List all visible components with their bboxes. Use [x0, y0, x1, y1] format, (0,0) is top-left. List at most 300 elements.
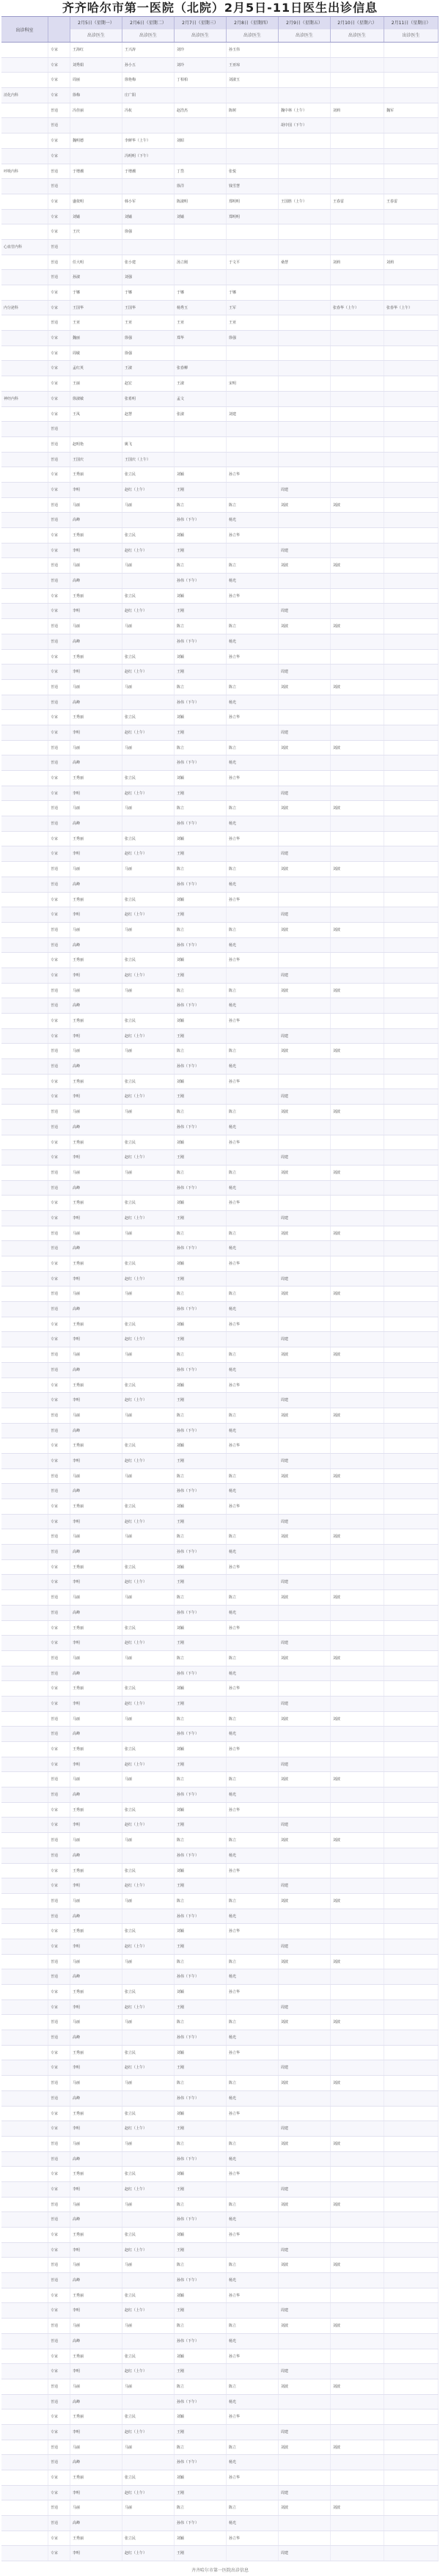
doctor-cell: 赵红（上午） — [122, 1454, 175, 1468]
header-dept: 出诊科室 — [1, 17, 48, 42]
doctor-cell: 李明 — [70, 2364, 122, 2379]
type-cell: 普通 — [48, 1105, 70, 1119]
doctor-cell: 刘波 — [279, 1408, 331, 1423]
doctor-cell — [279, 710, 331, 725]
doctor-cell: 周建 — [279, 2486, 331, 2500]
doctor-cell: 张立民 — [122, 893, 175, 907]
table-row — [1, 1727, 439, 1742]
doctor-cell: 陈立 — [175, 2500, 227, 2515]
doctor-cell: 马丽 — [122, 2015, 175, 2030]
doctor-cell — [122, 1424, 175, 1438]
table-row — [1, 1985, 439, 2000]
doctor-cell — [384, 2212, 439, 2227]
doctor-cell: 王刚 — [175, 1515, 227, 1529]
doctor-cell — [384, 2046, 439, 2060]
doctor-cell — [331, 710, 384, 725]
doctor-cell: 王秀丽 — [70, 2470, 122, 2485]
doctor-cell — [384, 801, 439, 816]
dept-cell — [1, 1545, 48, 1559]
dept-cell — [1, 2046, 48, 2060]
type-cell: 专家 — [48, 376, 70, 391]
doctor-cell — [279, 392, 331, 406]
doctor-cell: 赵红（上午） — [122, 968, 175, 983]
doctor-cell: 丁柏柏 — [175, 73, 227, 87]
doctor-cell — [227, 2121, 279, 2136]
doctor-cell — [331, 574, 384, 588]
doctor-cell — [384, 1681, 439, 1696]
doctor-cell: 孙立华 — [227, 1985, 279, 1999]
doctor-cell: 孙立华 — [227, 1196, 279, 1210]
doctor-cell — [227, 846, 279, 861]
doctor-cell — [331, 1985, 384, 1999]
doctor-cell: 王刚 — [175, 1575, 227, 1589]
doctor-cell: 陈立 — [227, 1529, 279, 1544]
doctor-cell: 赵红（上午） — [122, 1697, 175, 1711]
table-row — [1, 1803, 439, 1818]
doctor-cell: 庄广阳 — [122, 88, 175, 103]
doctor-cell — [384, 2015, 439, 2030]
table-row — [1, 574, 439, 589]
dept-cell — [1, 2409, 48, 2424]
doctor-cell: 孙伟（下午） — [175, 1788, 227, 1802]
type-cell: 专家 — [48, 2288, 70, 2303]
dept-cell — [1, 2288, 48, 2303]
doctor-cell: 刘波 — [279, 2440, 331, 2455]
doctor-cell: 杨光 — [227, 1241, 279, 1256]
doctor-cell: 于娜 — [70, 285, 122, 300]
doctor-cell: 孙伟（下午） — [175, 1969, 227, 1984]
doctor-cell — [331, 2531, 384, 2546]
type-cell: 专家 — [48, 1575, 70, 1589]
doctor-cell — [384, 2500, 439, 2515]
doctor-cell: 高峰 — [70, 1969, 122, 1984]
doctor-cell — [331, 1332, 384, 1347]
doctor-cell — [279, 467, 331, 482]
type-cell: 普通 — [48, 1712, 70, 1727]
type-cell: 专家 — [48, 832, 70, 846]
doctor-cell: 陈立 — [227, 2198, 279, 2212]
header-day: 2月7日（星期三） 出诊医生 — [175, 17, 227, 42]
doctor-cell — [384, 2334, 439, 2349]
doctor-cell: 马丽 — [122, 1347, 175, 1362]
doctor-cell: 高峰 — [70, 2395, 122, 2409]
header-day: 2月5日（星期一） 出诊医生 — [70, 17, 122, 42]
doctor-cell — [384, 2060, 439, 2075]
doctor-cell — [384, 984, 439, 998]
doctor-cell: 陈立 — [175, 2379, 227, 2394]
dept-cell — [1, 2273, 48, 2288]
dept-cell — [1, 604, 48, 618]
type-cell: 专家 — [48, 589, 70, 604]
type-cell: 普通 — [48, 1226, 70, 1241]
doctor-cell — [279, 1363, 331, 1377]
doctor-cell: 王刚 — [175, 786, 227, 801]
doctor-cell: 高峰 — [70, 634, 122, 649]
doctor-cell — [384, 407, 439, 422]
type-cell: 普通 — [48, 1545, 70, 1559]
doctor-cell: 姚飞 — [122, 437, 175, 452]
doctor-cell: 王刚 — [175, 544, 227, 558]
doctor-cell: 赵红（上午） — [122, 1939, 175, 1954]
doctor-cell: 马丽 — [70, 1105, 122, 1119]
dept-cell — [1, 1666, 48, 1681]
doctor-cell — [122, 240, 175, 255]
type-cell: 普通 — [48, 1606, 70, 1620]
doctor-cell — [331, 1606, 384, 1620]
doctor-cell — [384, 877, 439, 892]
doctor-cell: 周丽 — [70, 73, 122, 87]
doctor-cell — [227, 118, 279, 133]
doctor-cell: 刘波 — [279, 984, 331, 998]
table-row — [1, 2425, 439, 2440]
doctor-cell — [331, 2121, 384, 2136]
doctor-cell — [384, 483, 439, 497]
doctor-cell — [227, 2060, 279, 2075]
table-row — [1, 634, 439, 650]
doctor-cell: 刘波 — [279, 923, 331, 937]
doctor-cell — [122, 998, 175, 1013]
doctor-cell: 刘波 — [331, 2440, 384, 2455]
doctor-cell: 马丽 — [122, 1287, 175, 1301]
doctor-cell: 杨光 — [227, 1484, 279, 1499]
doctor-cell — [279, 589, 331, 604]
doctor-cell — [175, 224, 227, 239]
dept-cell — [1, 2060, 48, 2075]
doctor-cell — [384, 1969, 439, 1984]
doctor-cell — [279, 88, 331, 103]
type-cell: 专家 — [48, 1818, 70, 1832]
doctor-cell — [384, 1757, 439, 1772]
doctor-cell: 马丽 — [70, 2500, 122, 2515]
type-cell: 普通 — [48, 1833, 70, 1848]
table-row — [1, 2182, 439, 2198]
doctor-cell — [384, 2137, 439, 2151]
doctor-cell — [331, 1742, 384, 1757]
doctor-cell — [279, 832, 331, 846]
type-cell: 专家 — [48, 1985, 70, 1999]
doctor-cell — [384, 1909, 439, 1924]
doctor-cell: 高峰 — [70, 1666, 122, 1681]
dept-cell — [1, 801, 48, 816]
doctor-cell: 王秀丽 — [70, 2349, 122, 2364]
doctor-cell: 马丽 — [70, 558, 122, 573]
doctor-cell: 陈立 — [227, 558, 279, 573]
table-row — [1, 2319, 439, 2334]
doctor-cell: 刘波 — [279, 2379, 331, 2394]
type-cell: 普通 — [48, 558, 70, 573]
doctor-cell: 汤立刚 — [175, 255, 227, 270]
doctor-cell: 张春华（上午） — [331, 301, 384, 315]
doctor-cell: 高峰 — [70, 1059, 122, 1074]
doctor-cell — [227, 88, 279, 103]
doctor-cell: 王刚 — [175, 1636, 227, 1650]
doctor-cell: 胡中国（下午） — [279, 118, 331, 133]
doctor-cell — [331, 2455, 384, 2470]
doctor-cell — [384, 2167, 439, 2181]
doctor-cell — [331, 149, 384, 164]
doctor-cell: 王刚 — [175, 1393, 227, 1408]
doctor-cell — [384, 1044, 439, 1058]
dept-cell — [1, 2319, 48, 2333]
doctor-cell: 周建 — [279, 483, 331, 497]
doctor-cell — [331, 2349, 384, 2364]
dept-cell — [1, 1272, 48, 1287]
dept-cell — [1, 2000, 48, 2015]
doctor-cell — [122, 1848, 175, 1863]
doctor-cell: 孙立华 — [227, 893, 279, 907]
doctor-cell: 孙伟（下午） — [175, 513, 227, 527]
doctor-cell — [279, 2349, 331, 2364]
table-row — [1, 1788, 439, 1803]
doctor-cell — [384, 58, 439, 73]
doctor-cell: 周建 — [279, 725, 331, 740]
doctor-cell — [331, 1317, 384, 1332]
doctor-cell: 马丽 — [70, 984, 122, 998]
doctor-cell — [384, 665, 439, 679]
doctor-cell: 陈立 — [227, 1833, 279, 1848]
doctor-cell: 马丽 — [70, 1712, 122, 1727]
doctor-cell: 陈立 — [175, 801, 227, 816]
doctor-cell: 陈立 — [227, 1894, 279, 1909]
doctor-cell — [175, 346, 227, 361]
doctor-cell — [384, 1287, 439, 1301]
doctor-cell: 张立民 — [122, 1317, 175, 1332]
doctor-cell: 刘颖 — [175, 2531, 227, 2546]
doctor-cell: 孙立华 — [227, 2046, 279, 2060]
doctor-cell: 周建 — [279, 1332, 331, 1347]
dept-cell — [1, 1166, 48, 1180]
doctor-cell: 孙伟（下午） — [175, 634, 227, 649]
doctor-cell: 李明 — [70, 1150, 122, 1165]
type-cell: 普通 — [48, 923, 70, 937]
doctor-cell: 韩小军 — [122, 194, 175, 209]
doctor-cell: 张悦 — [227, 164, 279, 179]
doctor-cell: 马丽 — [70, 1287, 122, 1301]
table-row — [1, 1181, 439, 1196]
table-row — [1, 695, 439, 711]
doctor-cell — [279, 574, 331, 588]
dept-cell — [1, 953, 48, 967]
doctor-cell: 马丽 — [70, 1166, 122, 1180]
doctor-cell — [384, 1105, 439, 1119]
doctor-cell: 周建 — [279, 1393, 331, 1408]
doctor-cell: 马丽 — [70, 1408, 122, 1423]
doctor-cell: 孙伟（下午） — [175, 1606, 227, 1620]
doctor-cell: 马丽 — [122, 801, 175, 816]
doctor-cell: 孙立华 — [227, 1499, 279, 1514]
type-cell: 专家 — [48, 285, 70, 300]
doctor-cell — [384, 1606, 439, 1620]
table-row — [1, 331, 439, 346]
dept-cell — [1, 73, 48, 87]
doctor-cell: 周建 — [279, 1454, 331, 1468]
type-cell: 普通 — [48, 1788, 70, 1802]
table-row — [1, 1438, 439, 1454]
doctor-cell: 张希明 — [122, 392, 175, 406]
type-cell: 专家 — [48, 1211, 70, 1226]
table-row — [1, 58, 439, 73]
doctor-cell: 孙立华 — [227, 2107, 279, 2121]
doctor-cell: 刘颖 — [175, 1135, 227, 1150]
doctor-cell: 高峰 — [70, 2455, 122, 2470]
doctor-cell: 孙伟（下午） — [175, 1848, 227, 1863]
doctor-cell — [384, 1120, 439, 1135]
doctor-cell: 孙立华 — [227, 832, 279, 846]
doctor-cell: 刘波 — [331, 2076, 384, 2090]
dept-cell — [1, 1135, 48, 1150]
doctor-cell: 王亚 — [70, 315, 122, 330]
dept-cell — [1, 1575, 48, 1589]
table-row — [1, 2258, 439, 2273]
doctor-cell: 孙伟（下午） — [175, 2091, 227, 2106]
doctor-cell — [331, 528, 384, 543]
dept-cell — [1, 2167, 48, 2181]
doctor-cell — [279, 58, 331, 73]
doctor-cell — [122, 118, 175, 133]
doctor-cell — [279, 2531, 331, 2546]
type-cell: 专家 — [48, 893, 70, 907]
doctor-cell — [331, 755, 384, 770]
doctor-cell — [227, 2303, 279, 2318]
doctor-cell: 王秀丽 — [70, 1256, 122, 1271]
dept-cell — [1, 786, 48, 801]
doctor-cell — [227, 1332, 279, 1347]
type-cell: 专家 — [48, 392, 70, 406]
table-row — [1, 1075, 439, 1090]
dept-cell — [1, 453, 48, 467]
table-row — [1, 1014, 439, 1029]
doctor-cell: 杨光 — [227, 816, 279, 831]
doctor-cell: 高峰 — [70, 2152, 122, 2167]
type-cell: 专家 — [48, 786, 70, 801]
doctor-cell: 于娜 — [175, 285, 227, 300]
doctor-cell: 李明 — [70, 1636, 122, 1650]
doctor-cell — [331, 968, 384, 983]
doctor-cell: 宋明 — [227, 376, 279, 391]
doctor-cell — [331, 453, 384, 467]
doctor-cell — [279, 1727, 331, 1741]
doctor-cell: 李明 — [70, 1029, 122, 1044]
type-cell: 专家 — [48, 73, 70, 87]
dept-cell — [1, 1697, 48, 1711]
doctor-cell — [227, 1150, 279, 1165]
type-cell: 普通 — [48, 1424, 70, 1438]
doctor-cell: 刘波 — [279, 1712, 331, 1727]
table-row — [1, 301, 439, 316]
dept-cell — [1, 210, 48, 224]
type-cell: 专家 — [48, 650, 70, 665]
doctor-cell: 王淑 — [122, 361, 175, 376]
doctor-cell — [331, 2167, 384, 2181]
doctor-cell — [122, 755, 175, 770]
doctor-cell — [331, 1545, 384, 1559]
dept-cell — [1, 2379, 48, 2394]
page-title: 齐齐哈尔市第一医院（北院）2月5日-11日医生出诊信息 — [62, 1, 378, 15]
table-row — [1, 1757, 439, 1773]
doctor-cell: 周建 — [279, 1757, 331, 1772]
doctor-cell — [384, 1408, 439, 1423]
doctor-cell: 马丽 — [122, 1651, 175, 1666]
type-cell: 专家 — [48, 224, 70, 239]
doctor-cell — [331, 893, 384, 907]
doctor-cell — [70, 179, 122, 194]
table-row — [1, 1044, 439, 1059]
doctor-cell: 杨光 — [227, 1424, 279, 1438]
doctor-cell: 高峰 — [70, 2334, 122, 2349]
doctor-cell — [384, 2349, 439, 2364]
doctor-cell — [384, 2486, 439, 2500]
doctor-cell — [384, 2076, 439, 2090]
doctor-cell: 王秀丽 — [70, 1438, 122, 1453]
doctor-cell — [331, 1302, 384, 1317]
type-cell: 普通 — [48, 2273, 70, 2288]
type-cell: 普通 — [48, 1044, 70, 1058]
doctor-cell: 刘颖 — [175, 2046, 227, 2060]
doctor-cell — [331, 164, 384, 179]
type-cell: 专家 — [48, 2107, 70, 2121]
doctor-cell: 王亚 — [175, 315, 227, 330]
doctor-cell — [227, 1272, 279, 1287]
type-cell: 普通 — [48, 2198, 70, 2212]
dept-cell — [1, 1150, 48, 1165]
doctor-cell: 王刚 — [175, 1939, 227, 1954]
doctor-cell: 赵红（上午） — [122, 1029, 175, 1044]
dept-cell — [1, 1985, 48, 1999]
doctor-cell — [384, 832, 439, 846]
doctor-cell — [227, 2425, 279, 2440]
doctor-cell — [384, 2470, 439, 2485]
doctor-cell: 马丽 — [122, 1105, 175, 1119]
doctor-cell — [384, 1621, 439, 1636]
doctor-cell: 杨光 — [227, 574, 279, 588]
doctor-cell: 王秀丽 — [70, 1317, 122, 1332]
doctor-cell — [384, 1014, 439, 1028]
table-row — [1, 467, 439, 483]
doctor-cell: 王刚 — [175, 665, 227, 679]
dept-cell — [1, 1089, 48, 1104]
doctor-cell: 刘波 — [331, 1651, 384, 1666]
dept-cell — [1, 1727, 48, 1741]
doctor-cell: 张立民 — [122, 2531, 175, 2546]
doctor-cell — [279, 1499, 331, 1514]
doctor-cell — [331, 2303, 384, 2318]
doctor-cell — [331, 73, 384, 87]
dept-cell — [1, 2440, 48, 2455]
dept-cell — [1, 1317, 48, 1332]
type-cell: 普通 — [48, 2091, 70, 2106]
doctor-cell: 赵红（上午） — [122, 786, 175, 801]
doctor-cell: 陈立 — [227, 1955, 279, 1969]
doctor-cell — [331, 1272, 384, 1287]
dept-cell — [1, 1529, 48, 1544]
table-row — [1, 407, 439, 422]
table-row — [1, 2030, 439, 2046]
doctor-cell — [70, 240, 122, 255]
doctor-cell: 刘波 — [279, 2319, 331, 2333]
doctor-cell: 杨光 — [227, 1302, 279, 1317]
doctor-cell — [279, 1424, 331, 1438]
type-cell: 专家 — [48, 2121, 70, 2136]
doctor-cell — [384, 528, 439, 543]
doctor-cell — [384, 725, 439, 740]
table-row — [1, 422, 439, 437]
table-row — [1, 346, 439, 362]
dept-cell — [1, 1636, 48, 1650]
type-cell: 普通 — [48, 2379, 70, 2394]
doctor-cell: 陈立 — [227, 2319, 279, 2333]
doctor-cell — [331, 240, 384, 255]
doctor-cell — [331, 1666, 384, 1681]
